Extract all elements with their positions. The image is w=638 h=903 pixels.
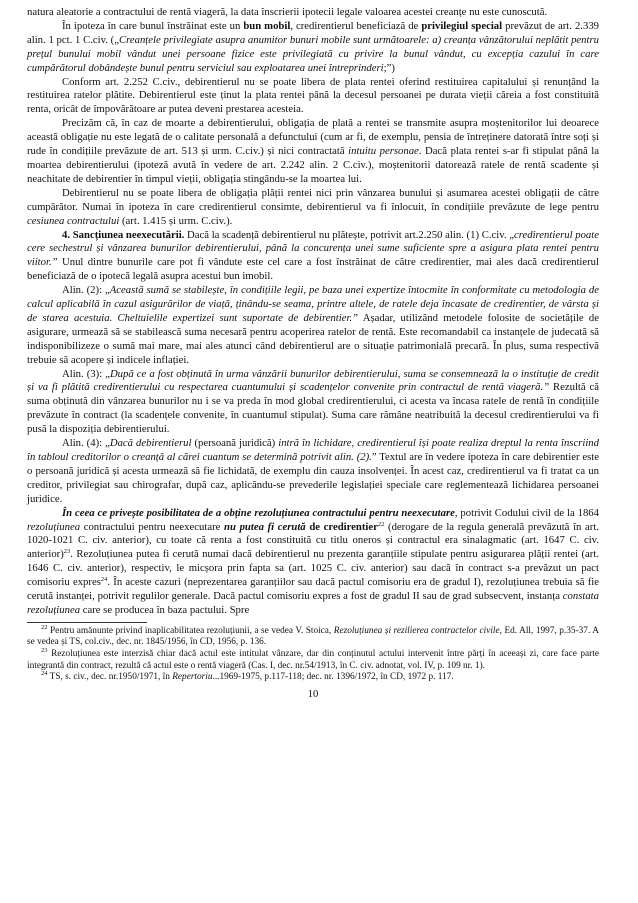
text-run: privilegiul special (421, 19, 503, 32)
text-run: Conform art. 2.252 C.civ., debirentierul nu se poate libera de plata rentei oferind restituirea capitalului și renunțând la restituirea ratelor plătite. Debirentierul este ținut la plata rentei până la decesul persoanei pe durata vieții căreia a fost constituită renta, oricât de împovărătoare ar putea deveni prestarea acesteia. (27, 75, 599, 116)
text-run: natura aleatorie a contractului de rentă viageră, la data înscrierii ipotecii legale valoarea acestei creanțe nu este cunoscută. (27, 6, 548, 18)
text-run: , Ed. All, 1997, p.35-37. A se vedea și TS, col.civ., dec. nr. 1845/1956, în CD, 1956, p. 136. (27, 625, 599, 648)
text-run: ;”) (383, 61, 395, 74)
footnote-marker: 23 (63, 548, 71, 556)
text-run: bun mobil (243, 19, 291, 32)
page-number: 10 (307, 687, 319, 700)
footnote-marker: 24 (41, 670, 48, 678)
text-run: care se producea în baza pactului. Spre (80, 603, 250, 616)
paragraph-8 (27, 368, 599, 438)
footnote-22 (27, 623, 599, 649)
paragraph-5 (27, 187, 599, 229)
footnotes (27, 622, 599, 684)
footnote-marker: 24 (100, 576, 108, 584)
footnote-marker: 22 (41, 623, 48, 631)
text-run: Dacă la scadență debirentierul nu plătește, potrivit art.2.250 alin. (1) C.civ. „ (184, 228, 514, 241)
text-run: Rezoluțiunea este interzisă chiar dacă actul este intitulat vânzare, dar din conținutul actului intervenit între părți în aceeași zi, care face parte integrantă din contract, rezultă că actul este o rentă viageră (Cas. I, dec. nr.54/1913, în C. civ. adnotat, vol. IV, p. 109 nr. 1). (27, 649, 599, 671)
text-run: Această sumă se stabilește, în condițiile legii, pe baza unei expertize întocmite în conformitate cu metodologia de calcul aplicabilă în cazul asigurărilor de viață, ținându-se seama, printre altele, de ratele deja încasate de credirentier, de vârsta și de starea acestuia. Cheltuielile expertizei sunt suportate de debirentier.” (27, 284, 599, 324)
text-run: de credirentier (309, 520, 378, 533)
text-run: Alin. (3): „ (62, 367, 110, 380)
text-run: 4. Sancțiunea neexecutării. (62, 228, 185, 241)
text-run: . Dacă plata rentei s-ar fi stipulat până la moartea debirentierului (ipoteză avută în vedere de art. 2.242 alin. 2 C.civ.), moștenitorii datorează ratele de rentă scadente și neachitate de debirentier în timpul vieții, obligația stingându-se la moartea lui. (27, 145, 600, 185)
text-run: Unul dintre bunurile care pot fi vândute este cel care a fost înstrăinat de către credirentier, mai ales dacă credirentierul beneficiază de o ipotecă legală asupra acestui bun imobil. (27, 256, 599, 283)
text-run: Așadar, utilizând metodele folosite de societățile de asigurare, urmează să se stabilească suma necesară pentru acoperirea ratelor de rentă. Este recomandabil ca instanțele de judecată să indisponibilizeze o sumă mai mare, mai ales atunci când debirentierul are o situație patrimonială precară. În plus, suma respectivă trebuie să acopere și indicele inflației. (27, 311, 600, 366)
text-run: intuitu personae (348, 145, 419, 158)
text-run: În ceea ce privește posibilitatea de a obține rezoluțiunea contractului pentru neexecutare (62, 506, 455, 519)
text-run: (art. 1.415 și urm. C.civ.). (119, 214, 233, 227)
paragraph-6 (27, 229, 599, 285)
text-run: Repertoriu (172, 672, 213, 683)
footnote-marker: 22 (377, 520, 385, 528)
text-run: ” Textul are în vedere ipoteza în care debirentier este o persoană juridică și acesta urmează să fie lichidată, de exemplu din cauza insolvenței. În acest caz, credirentierul va fi tratat ca un creditor, privilegiat sau chirografar, după caz, aplicându-se prevederile legislației speciale care reglementează lichidarea persoanei juridice. (27, 451, 600, 505)
text-run: prevăzut de art. 2.339 alin. 1 pct. 1 C.civ. („ (27, 19, 600, 46)
text-run: Creanțele privilegiate asupra anumitor bunuri mobile sunt următoarele: a) creanța vânzătorului neplătit pentru prețul bunului mobil vândut unei persoane fizice este privilegiată cu privire la bunul vândut, cu excepția cazului în care cumpărătorul dobândește bunul pentru serviciul sau exploatarea unei întreprinderi (27, 33, 599, 74)
text-run: TS, s. civ., dec. nr.1950/1971, în (47, 672, 173, 683)
text-run: nu putea fi cerută (224, 520, 306, 533)
footnote-24 (27, 672, 599, 684)
text-run: Rezultă că suma obținută din vânzarea bunurilor nu i se va preda în mod global credirentierului, ci acesta va încasa ratele de rentă în condițiile prevăzute în contract (la scadențele convenite, în cuantumul stipulat). Suma care rămâne neatribuită la decesul credirentierului va fi pusă la dispoziția debirentierului. (27, 381, 599, 436)
text-run: . În aceste cazuri (neprezentarea garanțiilor sau dacă pactul comisoriu era de gradul I), rezoluțiunea trebuia să fie cerută instanței, potrivit regulilor generale. Dacă pactul comisoriu expres a fost de gradul II sau de grad subsecvent, instanța (27, 576, 600, 603)
document-page (27, 6, 599, 702)
text-run: , credirentierul beneficiază de (290, 19, 422, 32)
paragraph-4 (27, 117, 599, 187)
text-run: constata rezoluțiunea (27, 590, 599, 616)
text-run: contractului pentru neexecutare (80, 520, 225, 533)
text-run: (derogare de la regula generală prevăzută în art. 1020-1021 C. civ. anterior), cu toate că renta a fost constituită cu titlu oneros și contractul era sinalagmatic (art. 1647 C. civ. anterior) (27, 520, 599, 561)
text-run: Rezoluțiunea și rezilierea contractelor civile (333, 625, 500, 636)
text-run: Precizăm că, în caz de moarte a debirentierului, obligația de plată a rentei se transmite asupra moștenitorilor lui deoarece această obligație nu este legată de o calitate personală a defunctului (cum ar fi, de exemplu, pensia de întreținere datorată între soți și rude în condițiile prevăzute de art. 513 și urm. C.civ.) și nici contractată (27, 117, 599, 158)
text-run: Alin. (4): „ (62, 437, 110, 450)
text-run: ...1969-1975, p.117-118; dec. nr. 1396/1972, în CD, 1972 p. 117. (212, 672, 454, 683)
text-run: Dacă debirentierul (109, 437, 192, 450)
footnote-divider (27, 622, 147, 623)
paragraph-7 (27, 284, 599, 367)
text-run: cesiunea contractului (27, 214, 120, 227)
footnote-23 (27, 649, 599, 672)
text-run: (persoană juridică) (191, 437, 279, 450)
text-run: . Rezoluțiunea putea fi cerută numai dacă debirentierul nu prezenta garanțiile stipulate pentru asigurarea plății rentei (art. 1646 C. civ. anterior), respectiv, le micșora prin fapta sa (art. 1025 C. civ. anterior) sau dacă în contract s-a prevăzut un pact comisoriu expres (27, 548, 599, 589)
text-run: Debirentierul nu se poate libera de obligația plății rentei nici prin vânzarea bunului și asumarea acestei obligații de către cumpărător. Numai în ipoteza în care credirentierul consimte, debirentierul va fi înlocuit, în condițiile prevăzute de lege pentru (27, 186, 599, 213)
text-run: rezoluțiunea (27, 520, 81, 533)
paragraph-2 (27, 20, 599, 76)
text-run: Pentru amănunte privind inaplicabilitatea rezoluțiunii, a se vedea V. Stoica, (47, 625, 334, 636)
paragraph-3 (27, 76, 599, 118)
text-run: În ipoteza în care bunul înstrăinat este un (62, 19, 244, 32)
text-run: După ce a fost obținută în urma vânzării bunurilor debirentierului, suma se consemnează la o instituție de credit și va fi plătită credirentierului cu respectarea cuantumului și scadențelor convenite prin contractul de rentă viageră.” (27, 367, 599, 394)
paragraph-10 (27, 507, 599, 618)
footnote-marker: 23 (41, 647, 48, 655)
text-run: Alin. (2): „ (62, 284, 110, 297)
text-run: intră în lichidare, credirentierul își poate realiza dreptul la renta înscriind în tabloul creditorilor o creanță al cărei cuantum se determină potrivit alin. (2). (27, 437, 599, 463)
text-run: , potrivit Codului civil de la 1864 (454, 506, 599, 519)
text-run: credirentierul poate cere sechestrul și vânzarea bunurilor debirentierului, până la concurența unei sume suficiente spre a asigura plata rentei pentru viitor.” (27, 228, 599, 269)
paragraph-1 (27, 6, 599, 20)
paragraph-9 (27, 437, 599, 507)
